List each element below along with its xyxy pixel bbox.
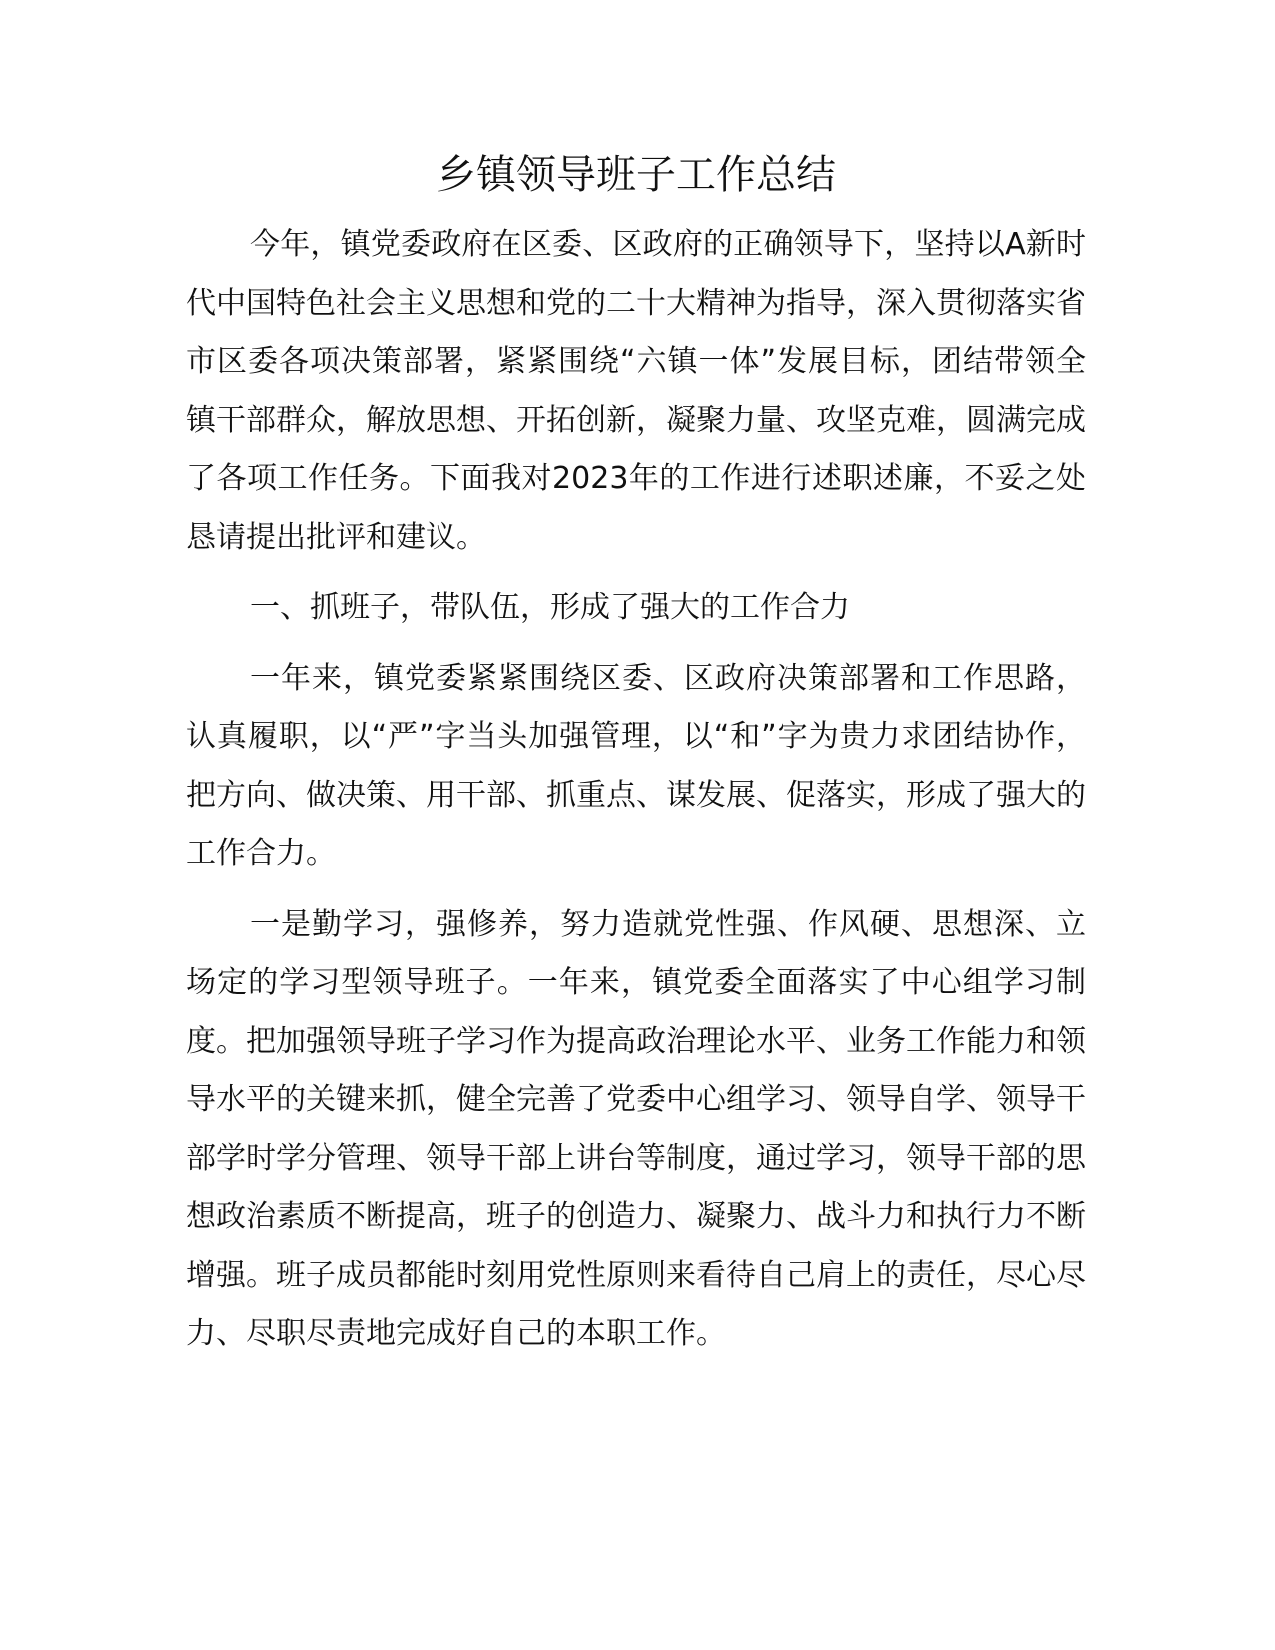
document-body — [186, 146, 1086, 1364]
paragraph-section-1-summary: 一年来，镇党委紧紧围绕区委、区政府决策部署和工作思路，认真履职，以“严”字当头加强管理，以“和”字为贵力求团结协作，把方向、做决策、用干部、抓重点、谋发展、促落实，形成了强大的工作合力。 — [186, 660, 1086, 871]
paragraph-study: 一是勤学习，强修养，努力造就党性强、作风硬、思想深、立场定的学习型领导班子。一年来，镇党委全面落实了中心组学习制度。把加强领导班子学习作为提高政治理论水平、业务工作能力和领导水平的关键来抓，健全完善了党委中心组学习、领导自学、领导干部学时学分管理、领导干部上讲台等制度，通过学习，领导干部的思想政治素质不断提高，班子的创造力、凝聚力、战斗力和执行力不断增强。班子成员都能时刻用党性原则来看待自己肩上的责任，尽心尽力、尽职尽责地完成好自己的本职工作。 — [186, 906, 1086, 1351]
section-heading-1: 一、抓班子，带队伍，形成了强大的工作合力 — [250, 590, 850, 625]
document-title: 乡镇领导班子工作总结 — [436, 152, 836, 198]
paragraph-intro: 今年，镇党委政府在区委、区政府的正确领导下，坚持以A新时代中国特色社会主义思想和党的二十大精神为指导，深入贯彻落实省市区委各项决策部署，紧紧围绕“六镇一体”发展目标，团结带领全镇干部群众，解放思想、开拓创新，凝聚力量、攻坚克难，圆满完成了各项工作任务。下面我对2023年的工作进行述职述廉，不妥之处恳请提出批评和建议。 — [186, 227, 1086, 555]
